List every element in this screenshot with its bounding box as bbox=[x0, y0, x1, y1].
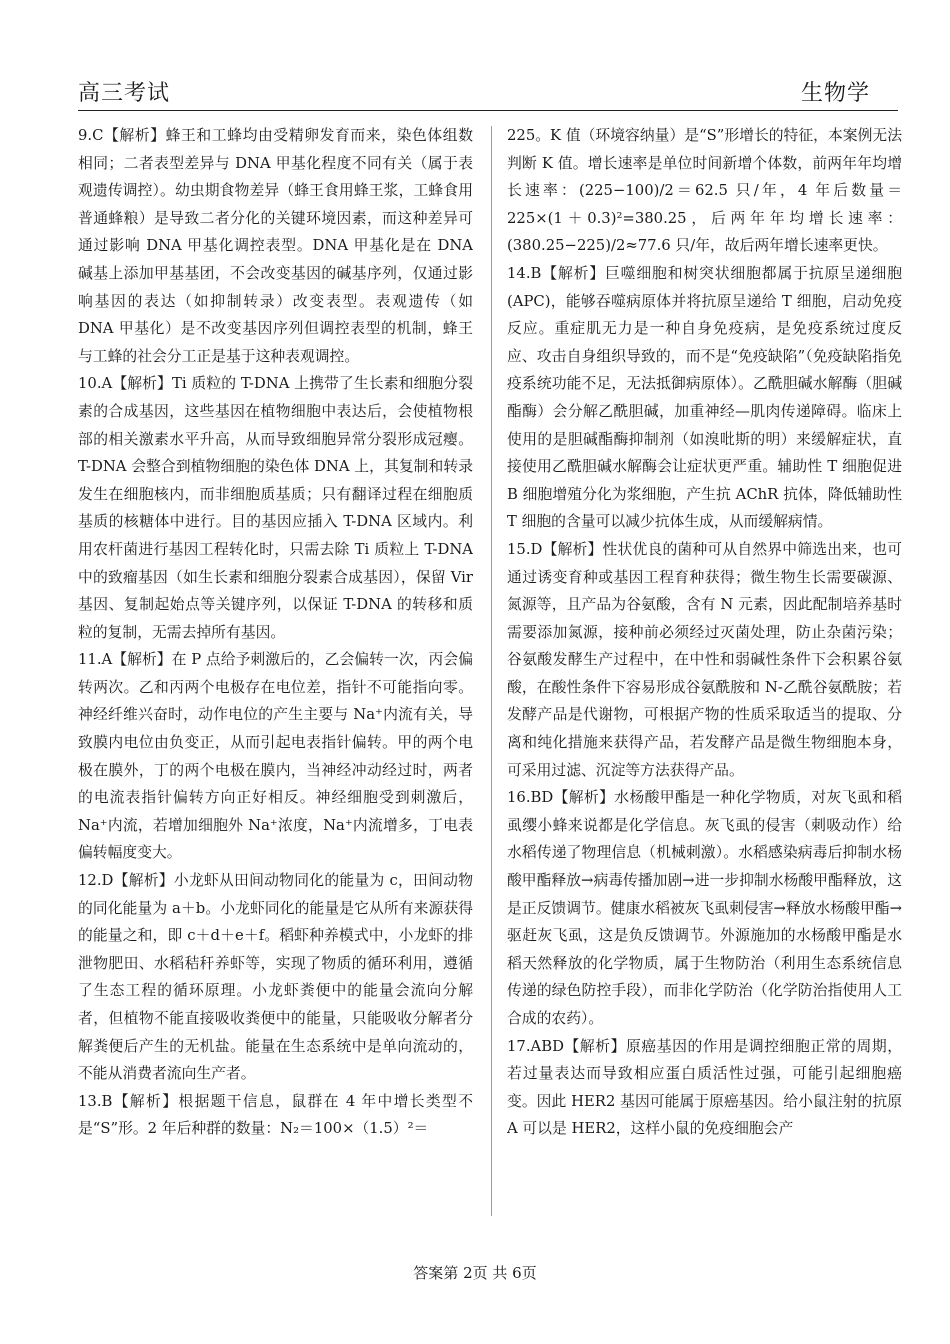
answer-9: 9.C【解析】蜂王和工蜂均由受精卵发育而来，染色体组数相同；二者表型差异与 DNA 甲基化程度不同有关（属于表观遗传调控）。幼虫期食物差异（蜂王食用蜂王浆，工蜂食用普通蜂粮）是导致二者分化的关键环境因素，而这种差异可通过影响 DNA 甲基化调控表型。DNA 甲基化是在 DNA 碱基上添加甲基基团，不会改变基因的碱基序列，仅通过影响基因的表达（如抑制转录）改变表型。表观遗传（如 DNA 甲基化）是不改变基因序列但调控表型的机制，蜂王与工蜂的社会分工正是基于这种表观调控。 bbox=[78, 127, 473, 365]
answer-17-start: 17.ABD【解析】原癌基因的作用是调控细胞正常的周期，若过量表达而导致相应蛋白质活性过强，可能引起细胞癌变。因此 HER2 基因可能属于原癌基因。给小鼠注射的抗原 A 可以是 HER2，这样小鼠的免疫细胞会产 bbox=[507, 1037, 902, 1138]
right-column bbox=[507, 122, 902, 1222]
page-footer: 答案第 2页 共 6页 bbox=[413, 1264, 537, 1282]
header-divider bbox=[78, 110, 898, 111]
answer-11: 11.A【解析】在 P 点给予刺激后的，乙会偏转一次，丙会偏转两次。乙和丙两个电极存在电位差，指针不可能指向零。神经纤维兴奋时，动作电位的产生主要与 Na⁺内流有关，导致膜内电位由负变正，从而引起电表指针偏转。甲的两个电极在膜外，丁的两个电极在膜内，当神经冲动经过时，两者的电流表指针偏转方向正好相反。神经细胞受到刺激后，Na⁺内流，若增加细胞外 Na⁺浓度，Na⁺内流增多，丁电表偏转幅度变大。 bbox=[78, 651, 473, 862]
answer-16: 16.BD【解析】水杨酸甲酯是一种化学物质，对灰飞虱和稻虱缨小蜂来说都是化学信息。灰飞虱的侵害（刺吸动作）给水稻传递了物理信息（机械刺激）。水稻感染病毒后抑制水杨酸甲酯释放→病毒传播加剧→进一步抑制水杨酸甲酯释放，这是正反馈调节。健康水稻被灰飞虱刺侵害→释放水杨酸甲酯→驱赶灰飞虱，这是负反馈调节。外源施加的水杨酸甲酯是水稻天然释放的化学物质，属于生物防治（利用生态系统信息传递的绿色防控手段），而非化学防治（化学防治指使用人工合成的农药）。 bbox=[507, 789, 902, 1027]
answer-13-cont: 225。K 值（环境容纳量）是“S”形增长的特征，本案例无法判断 K 值。增长速率是单位时间新增个体数，前两年年均增长速率：(225−100)/2＝62.5 只/年，4 年后数量＝225×(1＋0.3)²=380.25，后两年年均增长速率：(380.25−225)/2≈77.6 只/年，故后两年增长速率更快。 bbox=[507, 127, 902, 255]
answer-15: 15.D【解析】性状优良的菌种可从自然界中筛选出来，也可通过诱变育种或基因工程育种获得；微生物生长需要碳源、氮源等，且产品为谷氨酸，含有 N 元素，因此配制培养基时需要添加氮源，接种前必须经过灭菌处理，防止杂菌污染；谷氨酸发酵生产过程中，在中性和弱碱性条件下会积累谷氨酸，在酸性条件下容易形成谷氨酰胺和 N-乙酰谷氨酰胺；若发酵产品是代谢物，可根据产物的性质采取适当的提取、分离和纯化措施来获得产品，若发酵产品是微生物细胞本身，可采用过滤、沉淀等方法获得产品。 bbox=[507, 540, 902, 779]
answer-14: 14.B【解析】巨噬细胞和树突状细胞都属于抗原呈递细胞(APC)，能够吞噬病原体并将抗原呈递给 T 细胞，启动免疫反应。重症肌无力是一种自身免疫病，是免疫系统过度反应、攻击自身组织导致的，而不是“免疫缺陷”（免疫缺陷指免疫系统功能不足，无法抵御病原体）。乙酰胆碱水解酶（胆碱酯酶）会分解乙酰胆碱，加重神经—肌肉传递障碍。临床上使用的是胆碱酯酶抑制剂（如溴吡斯的明）来缓解症状，直接使用乙酰胆碱水解酶会让症状更严重。辅助性 T 细胞促进 B 细胞增殖分化为浆细胞，产生抗 AChR 抗体，降低辅助性 T 细胞的含量可以减少抗体生成，从而缓解病情。 bbox=[507, 264, 902, 531]
left-column bbox=[78, 122, 473, 1222]
subject-title: 生物学 bbox=[800, 81, 870, 106]
column-divider bbox=[491, 126, 492, 1216]
answer-13-start: 13.B【解析】根据题干信息，鼠群在 4 年中增长类型不是“S”形。2 年后种群的数量：N₂＝100×（1.5）²＝ bbox=[78, 1092, 473, 1138]
answer-12: 12.D【解析】小龙虾从田间动物同化的能量为 c，田间动物的同化能量为 a＋b。小龙虾同化的能量是它从所有来源获得的能量之和，即 c＋d＋e＋f。稻虾种养模式中，小龙虾的排泄物肥田、水稻秸秆养虾等，实现了物质的循环利用，遵循了生态工程的循环原理。小龙虾粪便中的能量会流向分解者，但植物不能直接吸收粪便中的能量，只能吸收分解者分解粪便后产生的无机盐。能量在生态系统中是单向流动的，不能从消费者流向生产者。 bbox=[78, 872, 473, 1083]
answer-10: 10.A【解析】Ti 质粒的 T-DNA 上携带了生长素和细胞分裂素的合成基因，这些基因在植物细胞中表达后，会使植物根部的相关激素水平升高，从而导致细胞异常分裂形成冠瘿。T-DNA 会整合到植物细胞的染色体 DNA 上，其复制和转录发生在细胞核内，而非细胞质基质；只有翻译过程在细胞质基质的核糖体中进行。目的基因应插入 T-DNA 区域内。利用农杆菌进行基因工程转化时，只需去除 Ti 质粒上 T-DNA 中的致瘤基因（如生长素和细胞分裂素合成基因），保留 Vir 基因、复制起始点等关键序列，以保证 T-DNA 的转移和质粒的复制，无需去掉所有基因。 bbox=[78, 375, 473, 641]
exam-title: 高三考试 bbox=[78, 81, 171, 106]
